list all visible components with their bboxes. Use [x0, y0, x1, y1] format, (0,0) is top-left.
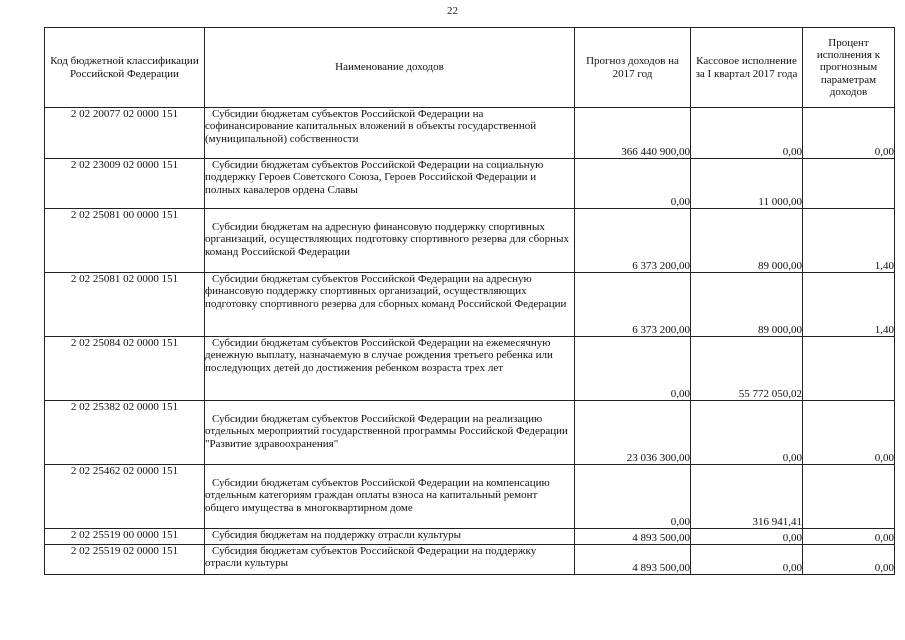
- row-name: Субсидии бюджетам субъектов Российской Федерации на компенсацию отдельным категориям граждан оплаты взноса на капитальный ремонт общего имущества в многоквартирном доме: [205, 465, 575, 529]
- row-forecast: 0,00: [575, 465, 691, 529]
- row-percent: 0,00: [803, 108, 895, 159]
- row-cash: 0,00: [691, 108, 803, 159]
- row-code: 2 02 25519 00 0000 151: [45, 529, 205, 545]
- row-percent: 0,00: [803, 401, 895, 465]
- row-code: 2 02 25081 02 0000 151: [45, 273, 205, 337]
- table-row: [45, 545, 895, 575]
- row-name: Субсидии бюджетам на адресную финансовую поддержку спортивных организаций, осуществляющих подготовку спортивного резерва для сборных команд Российской Федерации: [205, 209, 575, 273]
- header-percent: Процент исполнения к прогнозным параметрам доходов: [803, 28, 895, 108]
- row-percent: [803, 159, 895, 209]
- table-row: [45, 273, 895, 337]
- row-name: Субсидия бюджетам на поддержку отрасли культуры: [205, 529, 575, 545]
- table-header-row: [45, 28, 895, 108]
- row-percent: 0,00: [803, 529, 895, 545]
- table-row: [45, 108, 895, 159]
- row-percent: [803, 465, 895, 529]
- row-forecast: 366 440 900,00: [575, 108, 691, 159]
- row-name: Субсидии бюджетам субъектов Российской Федерации на реализацию отдельных мероприятий государственной программы Российской Федерации "Развитие здравоохранения": [205, 401, 575, 465]
- header-name: Наименование доходов: [205, 28, 575, 108]
- row-cash: 89 000,00: [691, 209, 803, 273]
- table-row: [45, 529, 895, 545]
- row-percent: 0,00: [803, 545, 895, 575]
- row-forecast: 4 893 500,00: [575, 529, 691, 545]
- row-cash: 0,00: [691, 529, 803, 545]
- row-forecast: 6 373 200,00: [575, 273, 691, 337]
- row-code: 2 02 20077 02 0000 151: [45, 108, 205, 159]
- row-cash: 0,00: [691, 401, 803, 465]
- row-name: Субсидии бюджетам субъектов Российской Федерации на социальную поддержку Героев Советского Союза, Героев Российской Федерации и полных кавалеров ордена Славы: [205, 159, 575, 209]
- row-name: Субсидия бюджетам субъектов Российской Федерации на поддержку отрасли культуры: [205, 545, 575, 575]
- row-name: Субсидии бюджетам субъектов Российской Федерации на софинансирование капитальных вложений в объекты государственной (муниципальной) собственности: [205, 108, 575, 159]
- row-cash: 11 000,00: [691, 159, 803, 209]
- row-cash: 316 941,41: [691, 465, 803, 529]
- row-code: 2 02 25382 02 0000 151: [45, 401, 205, 465]
- row-code: 2 02 25519 02 0000 151: [45, 545, 205, 575]
- page-number: 22: [447, 5, 458, 17]
- row-forecast: 0,00: [575, 337, 691, 401]
- row-code: 2 02 25462 02 0000 151: [45, 465, 205, 529]
- table-row: [45, 465, 895, 529]
- table-row: [45, 337, 895, 401]
- revenue-table: [44, 27, 895, 575]
- row-name: Субсидии бюджетам субъектов Российской Федерации на адресную финансовую поддержку спортивных организаций, осуществляющих подготовку спортивного резерва для сборных команд Российской Федерации: [205, 273, 575, 337]
- table-row: [45, 401, 895, 465]
- table-row: [45, 159, 895, 209]
- row-forecast: 23 036 300,00: [575, 401, 691, 465]
- header-cash: Кассовое исполнение за I квартал 2017 года: [691, 28, 803, 108]
- header-forecast: Прогноз доходов на 2017 год: [575, 28, 691, 108]
- header-code: Код бюджетной классификации Российской Федерации: [45, 28, 205, 108]
- row-code: 2 02 25084 02 0000 151: [45, 337, 205, 401]
- row-percent: [803, 337, 895, 401]
- row-percent: 1,40: [803, 209, 895, 273]
- row-forecast: 6 373 200,00: [575, 209, 691, 273]
- table-row: [45, 209, 895, 273]
- row-cash: 55 772 050,02: [691, 337, 803, 401]
- row-cash: 0,00: [691, 545, 803, 575]
- row-forecast: 4 893 500,00: [575, 545, 691, 575]
- row-name: Субсидии бюджетам субъектов Российской Федерации на ежемесячную денежную выплату, назначаемую в случае рождения третьего ребенка или последующих детей до достижения ребенком возраста трех лет: [205, 337, 575, 401]
- row-forecast: 0,00: [575, 159, 691, 209]
- row-code: 2 02 23009 02 0000 151: [45, 159, 205, 209]
- row-percent: 1,40: [803, 273, 895, 337]
- row-code: 2 02 25081 00 0000 151: [45, 209, 205, 273]
- row-cash: 89 000,00: [691, 273, 803, 337]
